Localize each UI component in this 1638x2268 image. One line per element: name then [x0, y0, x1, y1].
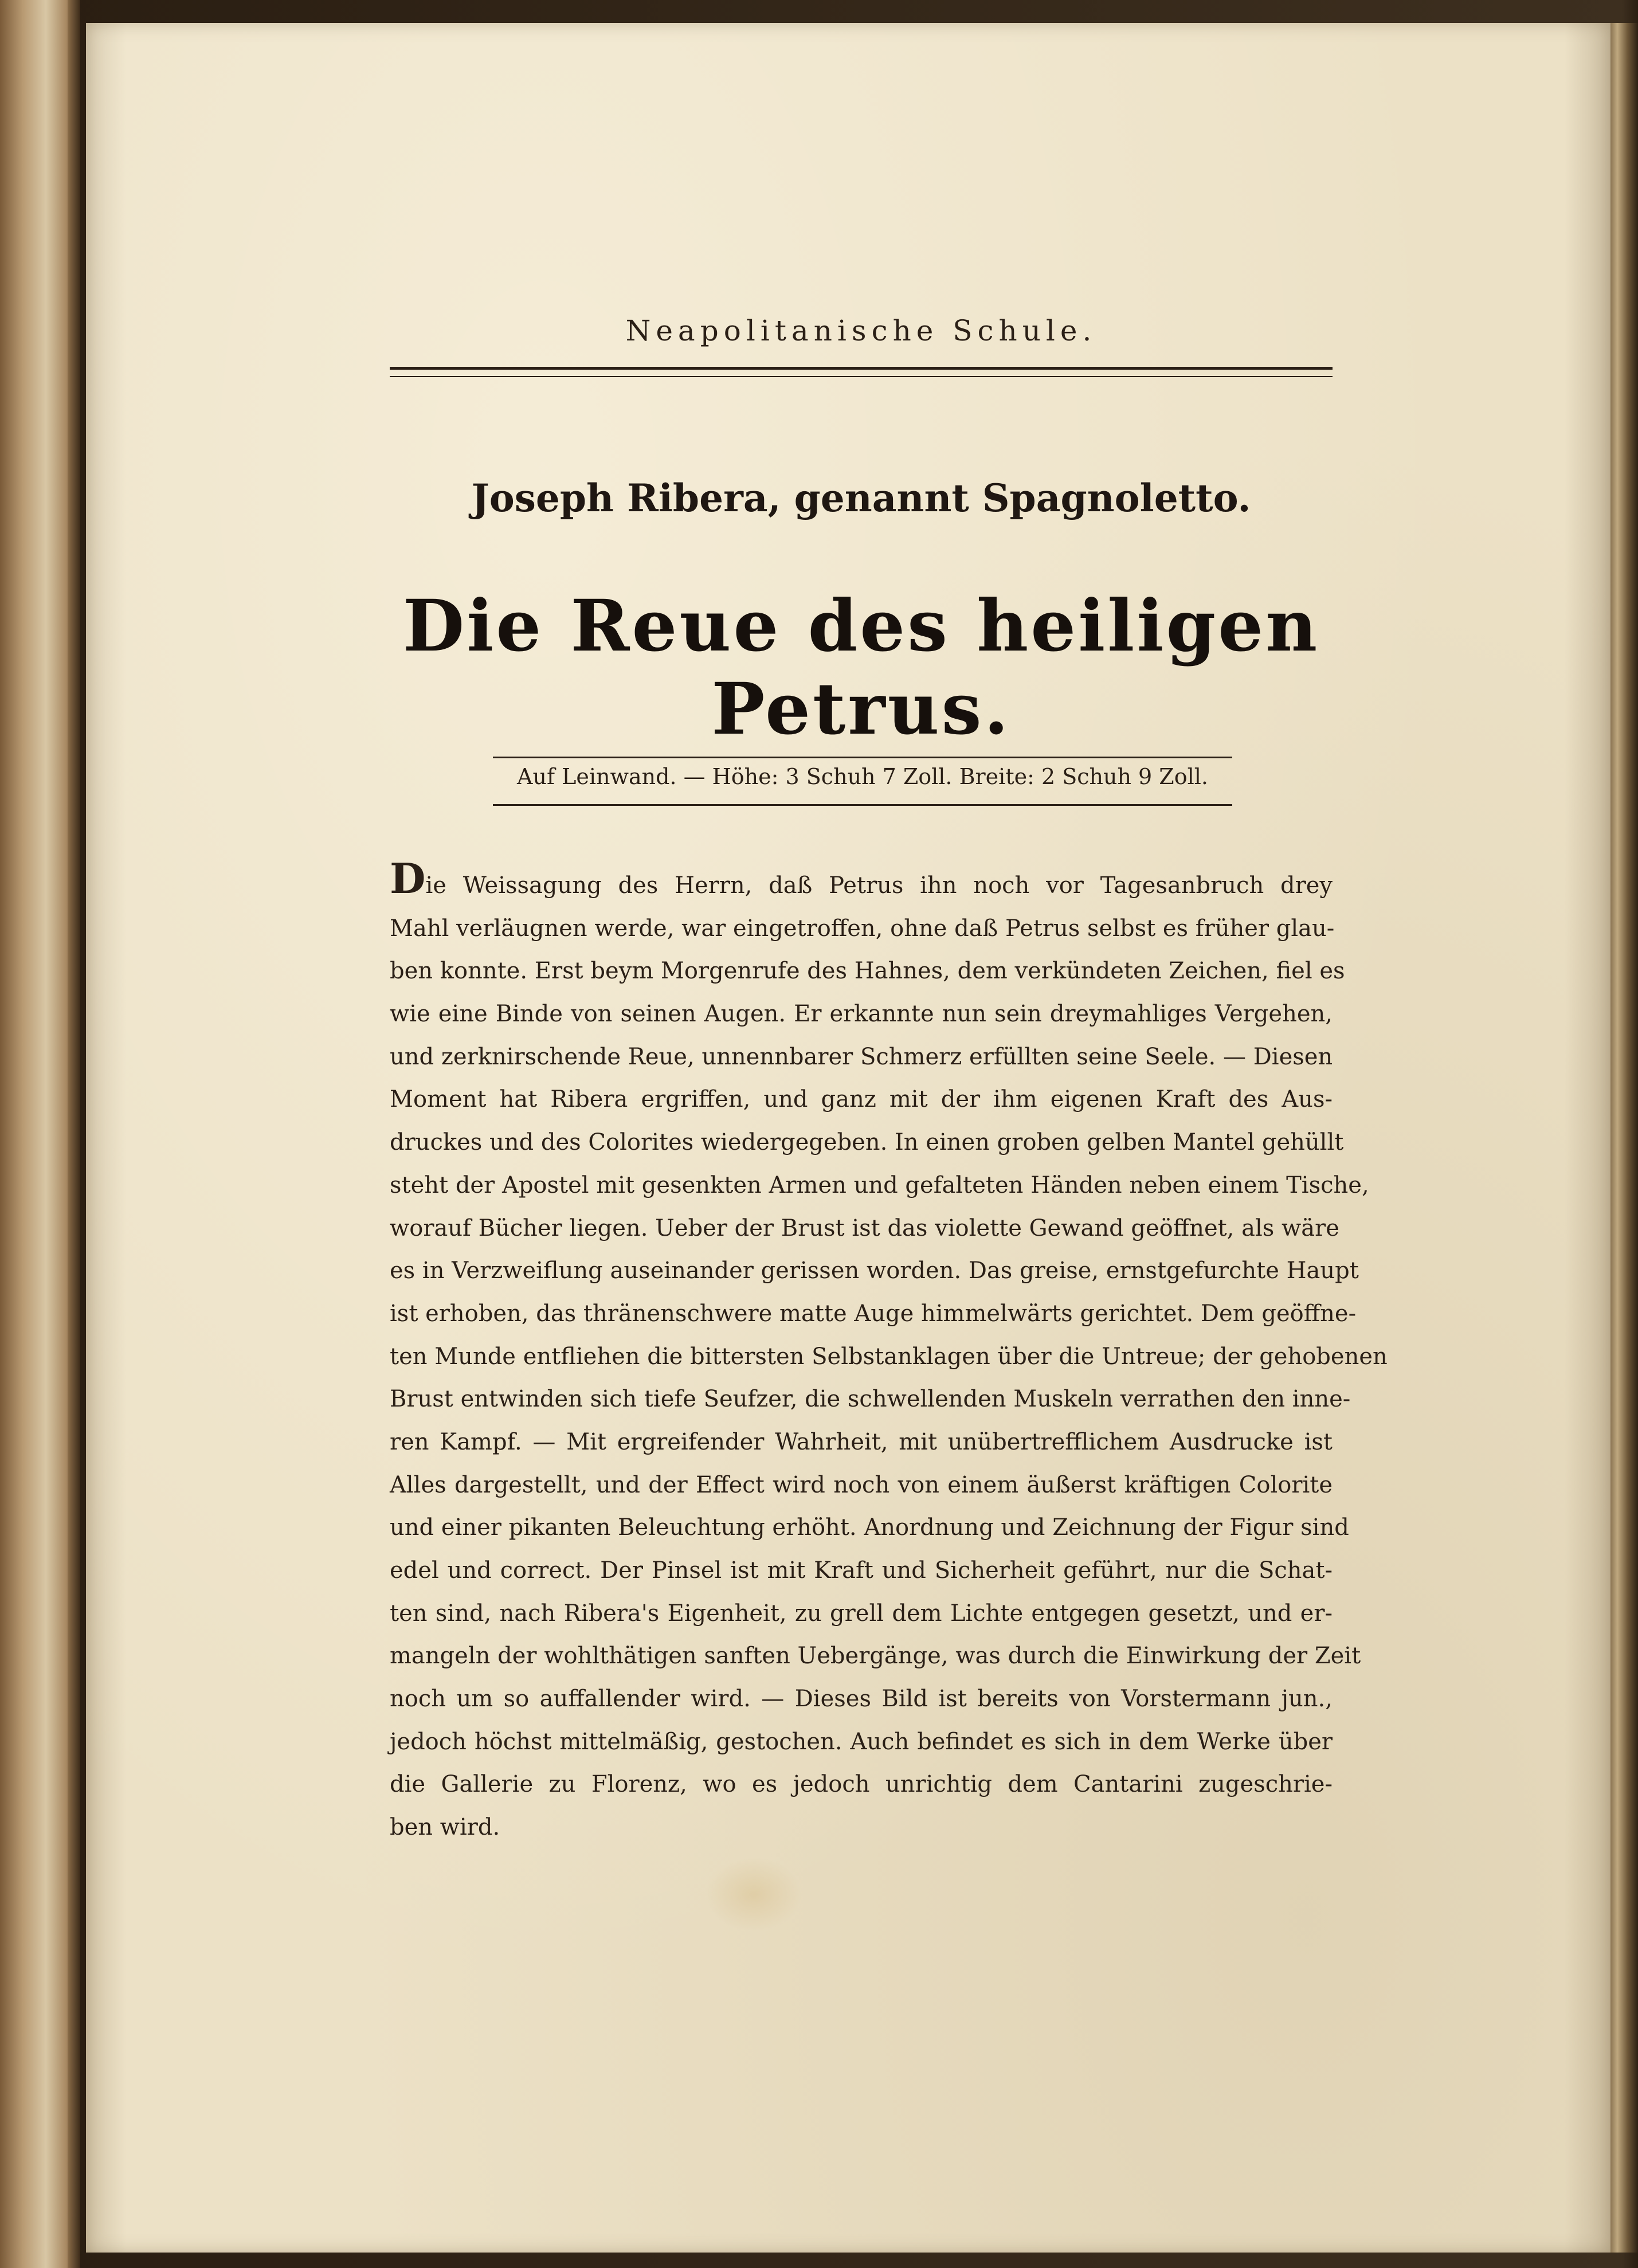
text-line [390, 854, 1333, 907]
text-line: edel und correct. Der Pinsel ist mit Kraft und Sicherheit geführt, nur die Schat- [390, 1557, 1333, 1584]
text-line: ben konnte. Erst beym Morgenrufe des Hahnes, dem verkündeten Zeichen, fiel es [390, 958, 1345, 985]
artwork-title: Die Reue des heiligen Petrus. [402, 585, 1320, 751]
text-line: Moment hat Ribera ergriffen, und ganz mit der ihm eigenen Kraft des Aus- [390, 1086, 1333, 1113]
text-line: die Gallerie zu Florenz, wo es jedoch unrichtig dem Cantarini zugeschrie- [390, 1771, 1333, 1798]
artist-name: Joseph Ribera, genannt Spagnoletto. [471, 476, 1251, 520]
first-line-text: ie Weissagung des Herrn, daß Petrus ihn noch vor Tagesanbruch drey [425, 872, 1333, 899]
dimensions-rule-top [493, 757, 1232, 758]
text-line: Alles dargestellt, und der Effect wird noch von einem äußerst kräftigen Colorite [390, 1471, 1333, 1498]
school-heading: Neapolitanische Schule. [625, 314, 1097, 347]
text-line: wie eine Binde von seinen Augen. Er erkannte nun sein dreymahliges Vergehen, [390, 1001, 1333, 1028]
text-line: jedoch höchst mittelmäßig, gestochen. Auch befindet es sich in dem Werke über [390, 1728, 1333, 1755]
text-line: es in Verzweiflung auseinander gerissen worden. Das greise, ernstgefurchte Haupt [390, 1258, 1359, 1284]
text-line: ten sind, nach Ribera's Eigenheit, zu grell dem Lichte entgegen gesetzt, und er- [390, 1600, 1333, 1627]
heading-rule-thick [390, 367, 1333, 370]
dimensions-rule-bottom [493, 804, 1232, 806]
text-line: mangeln der wohlthätigen sanften Uebergänge, was durch die Einwirkung der Zeit [390, 1643, 1361, 1670]
text-line: Brust entwinden sich tiefe Seufzer, die schwellenden Muskeln verrathen den inne- [390, 1386, 1351, 1413]
text-line: und zerknirschende Reue, unnennbarer Schmerz erfüllten seine Seele. — Diesen [390, 1043, 1333, 1070]
text-line: und einer pikanten Beleuchtung erhöht. Anordnung und Zeichnung der Figur sind [390, 1514, 1349, 1541]
text-line: ist erhoben, das thränenschwere matte Auge himmelwärts gerichtet. Dem geöffne- [390, 1300, 1357, 1327]
drop-cap: D [390, 854, 426, 903]
text-line: Mahl verläugnen werde, war eingetroffen, ohne daß Petrus selbst es früher glau- [390, 915, 1335, 942]
text-line: noch um so auffallender wird. — Dieses Bild ist bereits von Vorstermann jun., [390, 1686, 1333, 1713]
page-right-edge [1610, 23, 1638, 2253]
text-line: ren Kampf. — Mit ergreifender Wahrheit, mit unübertrefflichem Ausdrucke ist [390, 1428, 1333, 1455]
artwork-dimensions: Auf Leinwand. — Höhe: 3 Schuh 7 Zoll. Breite: 2 Schuh 9 Zoll. [517, 764, 1208, 789]
paper-stain [705, 1857, 802, 1932]
book-page [86, 23, 1610, 2253]
text-line: druckes und des Colorites wiedergegeben. In einen groben gelben Mantel gehüllt [390, 1129, 1344, 1156]
text-line: steht der Apostel mit gesenkten Armen und gefalteten Händen neben einem Tische, [390, 1172, 1369, 1198]
text-line: ben wird. [390, 1814, 500, 1841]
text-line: ten Munde entfliehen die bittersten Selbstanklagen über die Untreue; der gehobenen [390, 1343, 1388, 1370]
description-text [390, 854, 1388, 1849]
binding-edge [68, 0, 80, 2268]
text-line: worauf Bücher liegen. Ueber der Brust ist das violette Gewand geöffnet, als wäre [390, 1215, 1339, 1241]
heading-rule-thin [390, 376, 1333, 377]
